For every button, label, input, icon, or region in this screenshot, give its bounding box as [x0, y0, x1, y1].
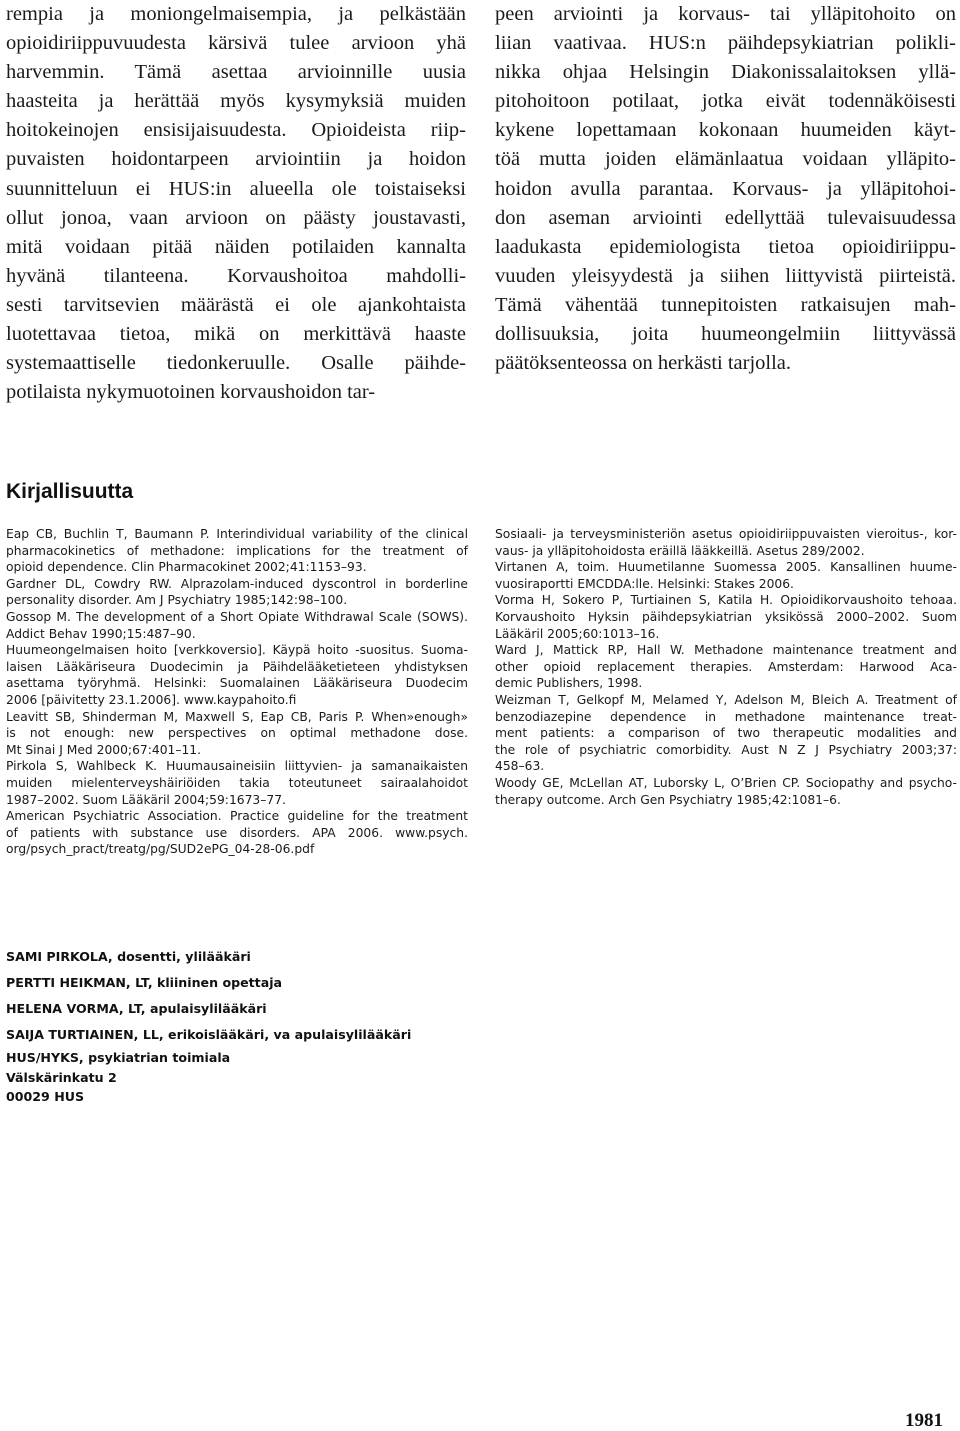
address-line: HUS/HYKS, psykiatrian toimiala	[6, 1050, 231, 1065]
body-text-line: systemaattiselle tiedonkeruulle. Osalle päihde-	[6, 352, 466, 375]
author-line: PERTTI HEIKMAN, LT, kliininen opettaja	[6, 975, 283, 990]
reference-line: Sosiaali- ja terveysministeriön asetus opioidiriippuvaisten vieroitus-, kor-	[495, 527, 957, 541]
body-text-line: peen arviointi ja korvaus- tai ylläpitohoito on	[495, 3, 956, 25]
reference-line: Eap CB, Buchlin T, Baumann P. Interindividual variability of the clinical	[6, 527, 468, 541]
reference-line: Weizman T, Gelkopf M, Melamed Y, Adelson M, Bleich A. Treatment of	[495, 692, 957, 707]
reference-line: therapy outcome. Arch Gen Psychiatry 1985;42:1081–6.	[495, 792, 841, 807]
body-text-line: opioidiriippuvuudesta kärsivä tulee arvioon yhä	[6, 32, 466, 55]
reference-entry	[495, 559, 957, 592]
reference-entry	[495, 775, 957, 808]
reference-line: of patients with substance use disorders. APA 2006. www.psych.	[6, 825, 468, 840]
reference-line: Korvaushoito Hyksin päihdepsykiatrian yksikössä 2000–2002. Suom	[495, 609, 957, 624]
reference-entry	[6, 758, 468, 808]
reference-line: demic Publishers, 1998.	[495, 676, 643, 691]
body-text-line: dollisuuksia, joita huumeongelmiin liittyvässä	[495, 323, 956, 346]
reference-line: Lääkäril 2005;60:1013–16.	[495, 626, 660, 641]
reference-line: 1987–2002. Suom Lääkäril 2004;59:1673–77.	[6, 792, 286, 807]
reference-line: vaus- ja ylläpitohoidosta eräillä lääkkeillä. Asetus 289/2002.	[495, 543, 865, 558]
body-text-line: kykene lopettamaan kokonaan huumeiden käyt-	[495, 119, 956, 142]
body-text-column-left	[6, 0, 466, 407]
reference-line: personality disorder. Am J Psychiatry 1985;142:98–100.	[6, 593, 348, 608]
body-text-line: rempia ja moniongelmaisempia, ja pelkästään	[6, 3, 466, 25]
reference-line: Gossop M. The development of a Short Opiate Withdrawal Scale (SOWS).	[6, 609, 468, 624]
body-text-line: puvaisten hoidontarpeen arviointiin ja hoidon	[6, 148, 466, 171]
author-line: HELENA VORMA, LT, apulaisylilääkäri	[6, 1001, 267, 1016]
reference-line: vuosiraportti EMCDDA:lle. Helsinki: Stakes 2006.	[495, 576, 794, 591]
author-block	[6, 944, 606, 1107]
address-line: 00029 HUS	[6, 1089, 85, 1104]
body-text-line: pitohoitoon potilaat, jotka eivät todennäköisesti	[495, 90, 956, 113]
reference-line: Virtanen A, toim. Huumetilanne Suomessa 2005. Kansallinen huume-	[495, 560, 957, 575]
reference-line: Vorma H, Sokero P, Turtiainen S, Katila H. Opioidikorvaushoito tehoaa.	[495, 593, 957, 608]
author-line: SAIJA TURTIAINEN, LL, erikoislääkäri, va apulaisylilääkäri	[6, 1027, 412, 1042]
reference-line: muiden mielenterveyshäiriöiden takia toteutuneet sairaalahoidot	[6, 775, 468, 790]
body-text-line: haasteita ja herättää myös kysymyksiä muiden	[6, 90, 466, 113]
reference-entry	[6, 709, 468, 759]
reference-entry	[6, 609, 468, 642]
author-line: SAMI PIRKOLA, dosentti, ylilääkäri	[6, 949, 251, 964]
reference-line: ment patients: a comparison of two therapeutic modalities and	[495, 726, 957, 741]
reference-line: other opioid replacement therapies. Amsterdam: Harwood Aca-	[495, 659, 957, 674]
address-line: Välskärinkatu 2	[6, 1069, 117, 1085]
reference-line: Mt Sinai J Med 2000;67:401–11.	[6, 742, 202, 757]
body-text-line: don aseman arviointi edellyttää tulevaisuudessa	[495, 206, 956, 229]
reference-line: opioid dependence. Clin Pharmacokinet 2002;41:1153–93.	[6, 560, 367, 575]
reference-line: Addict Behav 1990;15:487–90.	[6, 626, 196, 641]
reference-line: laisen Lääkäriseura Duodecimin ja Päihdelääketieteen yhdistyksen	[6, 659, 468, 674]
reference-line: Leavitt SB, Shinderman M, Maxwell S, Eap CB, Paris P. When»enough»	[6, 709, 468, 724]
reference-entry	[6, 808, 468, 858]
reference-line: American Psychiatric Association. Practice guideline for the treatment	[6, 809, 468, 824]
body-text-line: potilaista nykymuotoinen korvaushoidon tar-	[6, 381, 376, 404]
body-text-line: töä mutta joiden elämänlaatua voidaan ylläpito-	[495, 148, 956, 171]
body-text-line: hoitokeinojen ensisijaisuudesta. Opioideista riip-	[6, 119, 466, 142]
body-text-line: laadukasta epidemiologista tietoa opioidiriippu-	[495, 235, 956, 258]
body-text-line: päätöksenteossa on herkästi tarjolla.	[495, 352, 792, 375]
body-text-line: harvemmin. Tämä asettaa arvioinnille uusia	[6, 61, 466, 84]
reference-line: asettama työryhmä. Helsinki: Suomalainen Lääkäriseura Duodecim	[6, 676, 468, 691]
body-text-line: luotettavaa tietoa, mikä on merkittävä haaste	[6, 323, 466, 346]
body-text-line: suunnitteluun ei HUS:in alueella ole toistaiseksi	[6, 177, 466, 200]
references-list-left	[6, 526, 468, 858]
reference-line: pharmacokinetics of methadone: implications for the treatment of	[6, 543, 468, 558]
reference-line: is not enough: new perspectives on optimal methadone dose.	[6, 726, 468, 741]
body-text-line: liian vaativaa. HUS:n päihdepsykiatrian polikli-	[495, 32, 956, 55]
body-text-line: ollut jonoa, vaan arvioon on päästy joustavasti,	[6, 206, 466, 229]
reference-entry	[495, 526, 957, 559]
reference-entry	[6, 642, 468, 708]
reference-line: org/psych_pract/treatg/pg/SUD2ePG_04-28-06.pdf	[6, 842, 315, 857]
reference-line: Gardner DL, Cowdry RW. Alprazolam-induced dyscontrol in borderline	[6, 576, 468, 591]
body-text-column-right	[495, 0, 956, 378]
reference-line: Ward J, Mattick RP, Hall W. Methadone maintenance treatment and	[495, 643, 957, 658]
reference-line: benzodiazepine dependence in methadone maintenance treat-	[495, 709, 957, 724]
body-text-line: vuuden yleisyydestä ja siihen liittyvistä piirteistä.	[495, 264, 956, 287]
body-text-line: mitä voidaan pitää näiden potilaiden kannalta	[6, 235, 466, 258]
reference-line: the role of psychiatric comorbidity. Aust N Z J Psychiatry 2003;37:	[495, 742, 957, 757]
references-heading: Kirjallisuutta	[6, 480, 134, 503]
references-list-right	[495, 526, 957, 808]
reference-line: 458–63.	[495, 759, 545, 774]
reference-line: Woody GE, McLellan AT, Luborsky L, O’Brien CP. Sociopathy and psycho-	[495, 775, 957, 790]
body-text-line: Tämä vähentää tunnepitoisten ratkaisujen mah-	[495, 293, 956, 316]
reference-entry	[495, 592, 957, 642]
body-text-line: hyvänä tilanteena. Korvaushoitoa mahdolli-	[6, 264, 466, 287]
reference-line: Pirkola S, Wahlbeck K. Huumausaineisiin liittyvien- ja samanaikaisten	[6, 759, 468, 774]
reference-line: Huumeongelmaisen hoito [verkkoversio]. Käypä hoito -suositus. Suoma-	[6, 643, 468, 658]
page-number: 1981	[905, 1410, 943, 1431]
reference-line: 2006 [päivitetty 23.1.2006]. www.kaypahoito.fi	[6, 692, 297, 707]
body-text-line: nikka ohjaa Helsingin Diakonissalaitoksen yllä-	[495, 61, 956, 84]
reference-entry	[6, 526, 468, 576]
reference-entry	[6, 576, 468, 609]
body-text-line: hoidon avulla parantaa. Korvaus- ja ylläpitohoi-	[495, 177, 956, 200]
reference-entry	[495, 642, 957, 692]
reference-entry	[495, 692, 957, 775]
body-text-line: sesti tarvitsevien määrästä ei ole ajankohtaista	[6, 293, 466, 316]
